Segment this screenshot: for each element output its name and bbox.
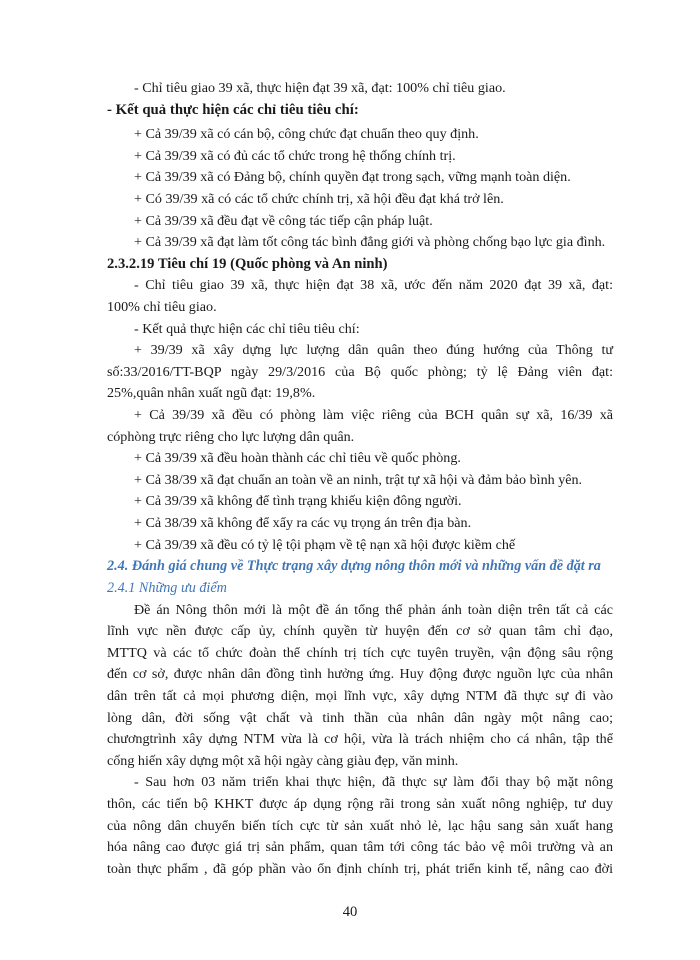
list-item: + Cả 39/39 xã đều có tỷ lệ tội phạm về tệ nạn xã hội được kiềm chế <box>134 537 516 553</box>
list-item: + Cả 39/39 xã không để tình trạng khiếu kiện đông người. <box>134 493 462 509</box>
results-heading: - Kết quả thực hiện các chỉ tiêu tiêu chí: <box>107 102 359 118</box>
paragraph-line: lĩnh vực nền được cấp ủy, chính quyền từ huyện đến cơ sở quan tâm chỉ đạo, <box>107 623 613 639</box>
text-line: - Chỉ tiêu giao 39 xã, thực hiện đạt 39 xã, đạt: 100% chỉ tiêu giao. <box>134 80 506 96</box>
paragraph-line: toàn thực phẩm , đã góp phần vào ổn định chính trị, phát triển kinh tế, nâng cao đời <box>107 861 613 877</box>
section-heading-2-4: 2.4. Đánh giá chung về Thực trạng xây dựng nông thôn mới và những vấn đề đặt ra <box>107 558 601 574</box>
paragraph-line: lòng dân, đời sống vật chất và tinh thần của nhân dân ngày một nâng cao; <box>107 710 613 726</box>
paragraph-line: MTTQ và các tổ chức đoàn thể chính trị tích cực tuyên truyền, vận động sâu rộng <box>107 645 613 661</box>
paragraph-line: dân trên tất cả mọi phương diện, mọi lĩnh vực, xây dựng NTM đã thực sự đi vào <box>107 688 613 704</box>
text-line: - Kết quả thực hiện các chỉ tiêu tiêu chí: <box>134 321 360 337</box>
list-item: + 39/39 xã xây dựng lực lượng dân quân theo đúng hướng của Thông tư <box>134 342 613 358</box>
list-item: + Cả 39/39 xã có đủ các tổ chức trong hệ thống chính trị. <box>134 148 456 164</box>
paragraph-line: Đề án Nông thôn mới là một đề án tổng thể phản ánh toàn diện trên tất cả các <box>134 602 613 618</box>
paragraph-line: đến cơ sở, được nhân dân đồng tình hưởng ứng. Huy động được nguồn lực của nhân <box>107 666 613 682</box>
paragraph-line: chươngtrình xây dựng NTM vừa là cơ hội, vừa là trách nhiệm cho cá nhân, tập thể <box>107 731 613 747</box>
list-item: + Cả 38/39 xã không để xẩy ra các vụ trọng án trên địa bàn. <box>134 515 472 531</box>
paragraph-line: cống hiến xây dựng một xã hội ngày càng giàu đẹp, văn minh. <box>107 753 459 769</box>
paragraph-line: hóa nâng cao được giá trị sản phẩm, quan tâm tới công tác bảo vệ môi trường và an <box>107 839 613 855</box>
text-line: số:33/2016/TT-BQP ngày 29/3/2016 của Bộ quốc phòng; tỷ lệ Đảng viên đạt: <box>107 364 613 380</box>
page-number: 40 <box>342 904 358 920</box>
section-heading-2-3-2-19: 2.3.2.19 Tiêu chí 19 (Quốc phòng và An ninh) <box>107 256 388 272</box>
list-item: + Cả 39/39 xã đạt làm tốt công tác bình đẳng giới và phòng chống bạo lực gia đình. <box>134 234 606 250</box>
paragraph-line: - Sau hơn 03 năm triển khai thực hiện, đã thực sự làm đổi thay bộ mặt nông <box>134 774 613 790</box>
list-item: + Có 39/39 xã có các tổ chức chính trị, xã hội đều đạt khá trở lên. <box>134 191 504 207</box>
text-line: 100% chỉ tiêu giao. <box>107 299 217 315</box>
text-line: 25%,quân nhân xuất ngũ đạt: 19,8%. <box>107 385 316 401</box>
text-line: - Chỉ tiêu giao 39 xã, thực hiện đạt 38 xã, ước đến năm 2020 đạt 39 xã, đạt: <box>134 277 613 293</box>
list-item: + Cả 39/39 xã đều hoàn thành các chỉ tiêu về quốc phòng. <box>134 450 461 466</box>
paragraph-line: thôn, các tiến bộ KHKT được áp dụng rộng rãi trong sản xuất nông nghiệp, tư duy <box>107 796 613 812</box>
subsection-heading-2-4-1: 2.4.1 Những ưu điểm <box>107 580 227 596</box>
list-item: + Cả 39/39 xã đều có phòng làm việc riêng của BCH quân sự xã, 16/39 xã <box>134 407 613 423</box>
paragraph-line: của nông dân chuyển biến tích cực từ sản xuất nhỏ lẻ, lạc hậu sang sản xuất hang <box>107 818 613 834</box>
list-item: + Cả 39/39 xã đều đạt về công tác tiếp cận pháp luật. <box>134 213 433 229</box>
list-item: + Cả 39/39 xã có Đảng bộ, chính quyền đạt trong sạch, vững mạnh toàn diện. <box>134 169 571 185</box>
list-item: + Cả 39/39 xã có cán bộ, công chức đạt chuẩn theo quy định. <box>134 126 479 142</box>
text-line: cóphòng trực riêng cho lực lượng dân quân. <box>107 429 355 445</box>
list-item: + Cả 38/39 xã đạt chuẩn an toàn về an ninh, trật tự xã hội và đảm bảo bình yên. <box>134 472 583 488</box>
